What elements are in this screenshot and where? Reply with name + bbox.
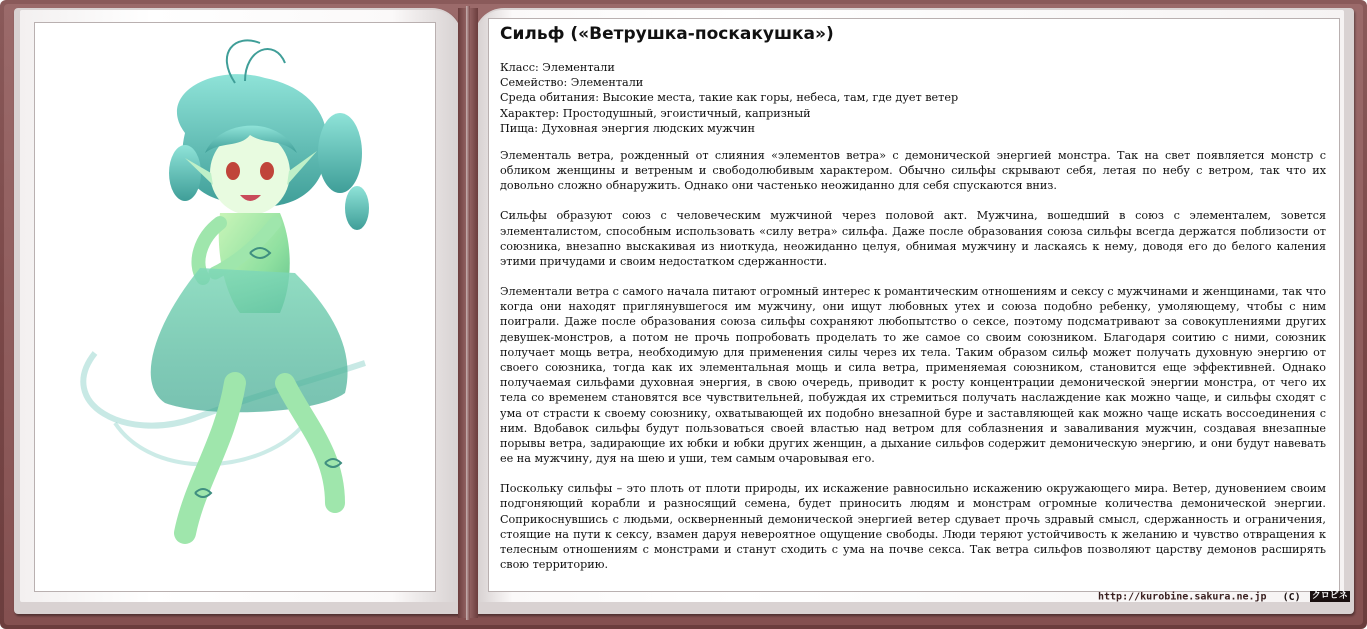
sylph-illustration xyxy=(35,23,435,591)
footer-credit xyxy=(1098,591,1350,603)
footer-logo: クロビネ xyxy=(1311,591,1348,601)
eye-right xyxy=(260,162,274,180)
hair-curl-right-small xyxy=(345,186,369,230)
entry-title: Сильф («Ветрушка-поскакушка») xyxy=(500,24,834,44)
footer-copyright: (C) xyxy=(1282,591,1301,603)
info-habitat: Среда обитания: Высокие места, такие как горы, небеса, там, где дует ветер xyxy=(500,91,959,105)
footer-url[interactable]: http://kurobine.sakura.ne.jp xyxy=(1098,591,1267,603)
book-spine-fold xyxy=(466,6,470,620)
illustration-panel xyxy=(34,22,436,592)
info-class: Класс: Элементали xyxy=(500,61,615,74)
body-paragraph: Элементали ветра с самого начала питают огромный интерес к романтическим отношениям и сексу с мужчинами и женщинами, так что когда они находят приглянувшегося им мужчину, они ищут любовных утех и союза подобно ребенку, умоляющему, чтобы с ним поиграли. Даже после образования союза сильфы сохраняют любопытство о сексе, поэтому подсматривают за совокуплениями других девушек-монстров, а потом не прочь попробовать проделать то же самое со своим союзником. Благодаря соитию с ними, союзник получает мощь ветра, необходимую для применения силы через их тела. Таким образом сильф может получать духовную энергию от своего союзника, тогда как их элементальная мощь и сила ветра, применяемая союзником, становится еще эффективней. Однако получаемая сильфами духовная энергия, в свою очередь, приводит к росту концентрации демонической энергии монстра, от чего их тела со временем становятся все чувствительней, побуждая их стремиться получать наслаждение как можно чаще, и сильфы сходят с ума от страсти к своему союзнику, охватывающей их подобно внезапной буре и заставляющей как можно чаще искать воссоединения с ним. Вдобавок сильфы будут пользоваться своей властью над ветром для соблазнения и заваливания мужчин, создавая внезапные порывы ветра, задирающие их юбки и юбки других женщин, а дыхание сильфов содержит демоническую энергию, и они будут навевать ее на мужчину, дуя на шею и уши, тем самым очаровывая его. xyxy=(500,285,1326,466)
info-food: Пища: Духовная энергия людских мужчин xyxy=(500,121,756,135)
info-character: Характер: Простодушный, эгоистичный, капризный xyxy=(500,106,811,120)
info-family: Семейство: Элементали xyxy=(500,76,644,90)
hair-curl-right xyxy=(318,113,362,193)
eye-left xyxy=(226,162,240,180)
body-paragraph: Поскольку сильфы – это плоть от плоти природы, их искажение равносильно искажению окружающего мира. Ветер, дуновением своим подгоняющий корабли и разносящий семена, будет приносить людям и монстрам огромные количества демонической энергии. Соприкоснувшись с людьми, оскверненный демонической энергией ветер сдувает прочь здравый смысл, сдержанность и ограничения, стоящие на пути к сексу, взамен даруя невероятное ощущение свободы. Люди теряют устойчивость к желанию и чувство отвращения к телесным отношениям с монстрами и станут сходить с ума на почве секса. Так ветра сильфов позволяют царству демонов расширять свою территорию. xyxy=(500,482,1326,572)
body-paragraph: Сильфы образуют союз с человеческим мужчиной через половой акт. Мужчина, вошедший в союз с элементалем, зовется элементалистом, способным использовать «силу ветра» сильфа. Даже после образования союза сильфы всегда держатся поблизости от союзника, внезапно выскакивая из ниоткуда, неожиданно целуя, обнимая мужчину и ласкаясь к нему, доводя его до белого каления этими причудами и своим недостатком сдержанности. xyxy=(500,209,1326,269)
dress xyxy=(151,268,348,412)
entry-info xyxy=(500,60,1320,136)
body-paragraph: Элементаль ветра, рожденный от слияния «элементов ветра» с демонической энергией монстра. Так на свет появляется монстр с обликом женщины и ветреным и свободолюбивым характером. Обычно сильфы скрывают себя, летая по небу с ветром, так что их довольно сложно обнаружить. Однако они частенько неожиданно для себя спускаются вниз. xyxy=(500,149,1326,193)
entry-body xyxy=(500,148,1326,587)
hair-curl-left xyxy=(169,145,201,201)
